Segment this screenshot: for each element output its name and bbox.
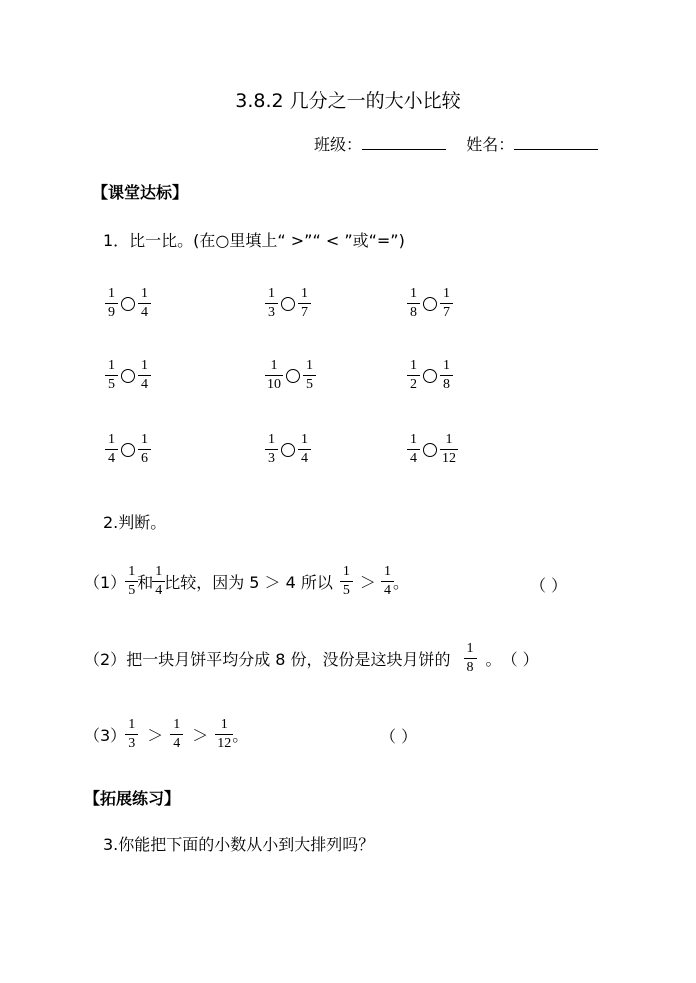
answer-circle[interactable] bbox=[423, 369, 437, 383]
fraction: $\frac{1}{4}$ bbox=[106, 432, 117, 467]
fraction: $\frac{1}{8}$ bbox=[465, 641, 476, 676]
fraction: $\frac{1}{2}$ bbox=[408, 358, 419, 393]
answer-circle[interactable] bbox=[281, 443, 295, 457]
fraction: $\frac{1}{9}$ bbox=[106, 286, 117, 321]
judgment-3-answer-paren[interactable]: （ ） bbox=[380, 727, 418, 746]
answer-circle[interactable] bbox=[286, 369, 300, 383]
name-blank[interactable] bbox=[514, 148, 598, 150]
student-info bbox=[314, 132, 598, 155]
comparison-item bbox=[408, 432, 457, 467]
greater-than-sign: ＞ bbox=[147, 726, 164, 745]
fraction: $\frac{1}{4}$ bbox=[139, 358, 150, 393]
answer-circle[interactable] bbox=[121, 297, 135, 311]
fraction: $\frac{1}{12}$ bbox=[217, 717, 232, 751]
fraction: $\frac{1}{4}$ bbox=[171, 717, 182, 752]
comparison-item bbox=[266, 432, 310, 467]
fraction: $\frac{1}{4}$ bbox=[299, 432, 310, 467]
fraction: $\frac{1}{4}$ bbox=[382, 564, 393, 599]
judgment-3-number: （3） bbox=[84, 726, 127, 745]
answer-circle[interactable] bbox=[121, 443, 135, 457]
comparison-item bbox=[266, 358, 315, 393]
section-extension: 【拓展练习】 bbox=[84, 789, 181, 808]
question-3: 3.你能把下面的小数从小到大排列吗？ bbox=[103, 835, 375, 854]
greater-than-sign: ＞ bbox=[192, 726, 209, 745]
comparison-item bbox=[106, 432, 150, 467]
fraction: $\frac{1}{8}$ bbox=[441, 358, 452, 393]
fraction: $\frac{1}{3}$ bbox=[266, 286, 277, 321]
fraction: $\frac{1}{12}$ bbox=[442, 432, 456, 466]
judgment-2-text: 把一块月饼平均分成 8 份，没份是这块月饼的 bbox=[126, 650, 451, 669]
comparison-item bbox=[266, 286, 310, 321]
section-classwork: 【课堂达标】 bbox=[92, 183, 189, 202]
fraction: $\frac{1}{7}$ bbox=[299, 286, 310, 321]
judgment-2-end: 。 bbox=[485, 650, 502, 669]
judgment-1 bbox=[84, 564, 409, 599]
fraction: $\frac{1}{4}$ bbox=[139, 286, 150, 321]
judgment-3-end: 。 bbox=[232, 726, 249, 745]
comparison-item bbox=[106, 286, 150, 321]
fraction: $\frac{1}{4}$ bbox=[408, 432, 419, 467]
question-2: 2.判断。 bbox=[103, 513, 167, 532]
class-blank[interactable] bbox=[362, 148, 446, 150]
judgment-1-number: （1） bbox=[84, 573, 127, 592]
judgment-1-answer-paren[interactable]: （ ） bbox=[530, 576, 568, 595]
greater-than-sign: ＞ bbox=[359, 573, 376, 592]
fraction: $\frac{1}{3}$ bbox=[126, 717, 137, 752]
fraction: $\frac{1}{5}$ bbox=[304, 358, 315, 393]
fraction: $\frac{1}{4}$ bbox=[153, 564, 164, 599]
fraction: $\frac{1}{5}$ bbox=[126, 564, 137, 599]
comparison-item bbox=[106, 358, 150, 393]
fraction: $\frac{1}{3}$ bbox=[266, 432, 277, 467]
judgment-2-answer-paren[interactable]: （ ） bbox=[501, 650, 539, 669]
answer-circle[interactable] bbox=[423, 443, 437, 457]
fraction: $\frac{1}{8}$ bbox=[408, 286, 419, 321]
question-1: 1．比一比。(在○里填上“ >”“ < ”或“=”) bbox=[103, 231, 405, 250]
judgment-1-and: 和 bbox=[137, 573, 154, 592]
judgment-1-end: 。 bbox=[392, 573, 409, 592]
page-title: 3.8.2 几分之一的大小比较 bbox=[235, 90, 461, 112]
fraction: $\frac{1}{5}$ bbox=[106, 358, 117, 393]
name-label: 姓名： bbox=[466, 135, 515, 154]
judgment-2 bbox=[84, 641, 539, 676]
comparison-item bbox=[408, 358, 452, 393]
comparison-item bbox=[408, 286, 452, 321]
fraction: $\frac{1}{6}$ bbox=[139, 432, 150, 467]
judgment-1-text: 比较，因为 5 ＞ 4 所以 bbox=[164, 573, 333, 592]
fraction: $\frac{1}{7}$ bbox=[441, 286, 452, 321]
fraction: $\frac{1}{5}$ bbox=[341, 564, 352, 599]
answer-circle[interactable] bbox=[121, 369, 135, 383]
answer-circle[interactable] bbox=[281, 297, 295, 311]
judgment-2-number: （2） bbox=[84, 650, 127, 669]
judgment-3 bbox=[84, 717, 248, 752]
class-label: 班级： bbox=[314, 135, 363, 154]
fraction: $\frac{1}{10}$ bbox=[267, 358, 281, 392]
answer-circle[interactable] bbox=[423, 297, 437, 311]
